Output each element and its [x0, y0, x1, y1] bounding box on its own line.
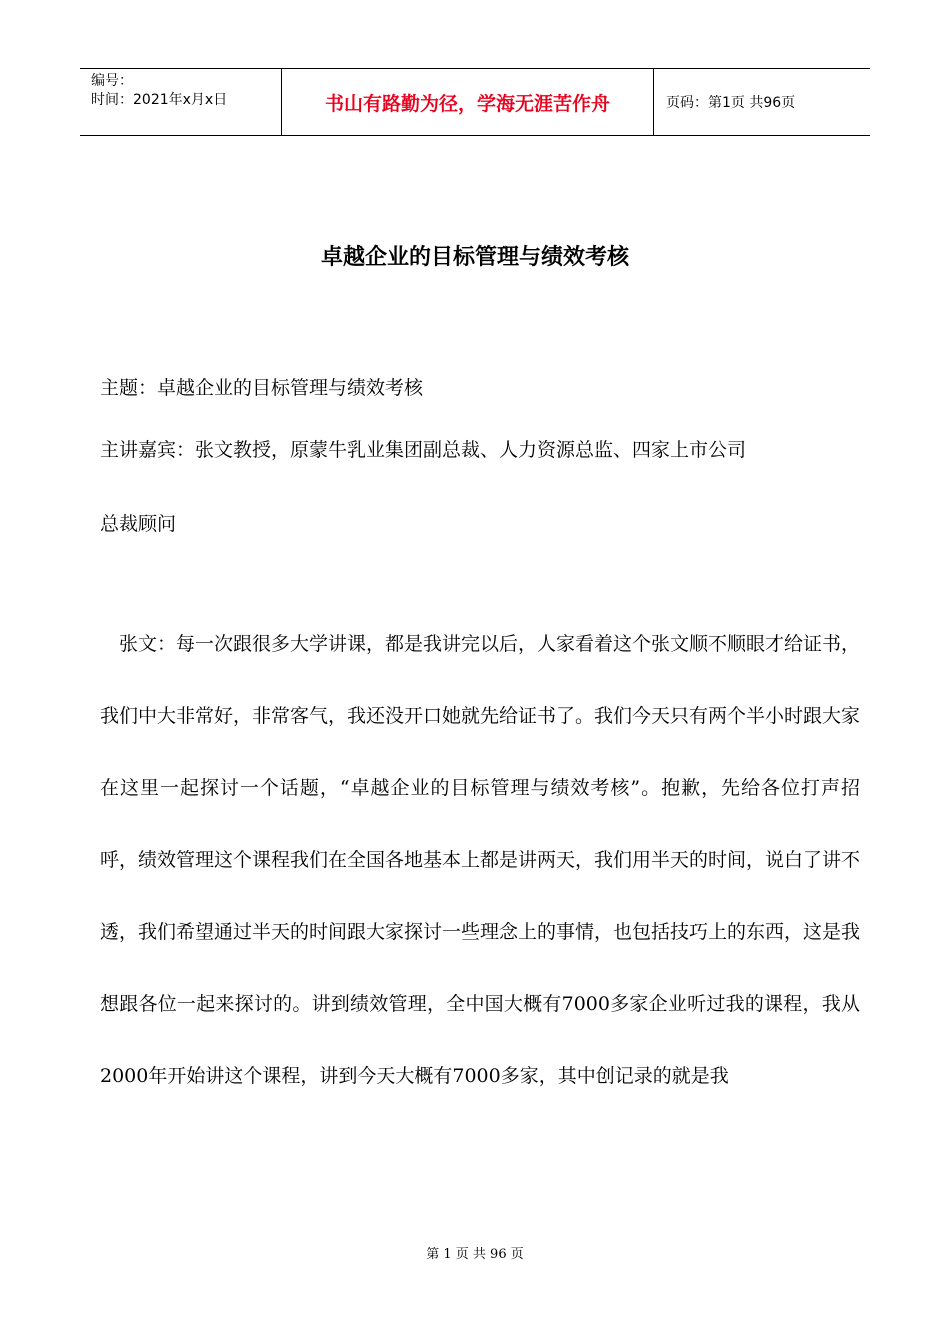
page-footer: 第 1 页 共 96 页 — [426, 1247, 524, 1262]
speaker-line: 主讲嘉宾：张文教授，原蒙牛乳业集团副总裁、人力资源总监、四家上市公司 — [100, 439, 747, 461]
header-page-label: 页码：第1页 共96页 — [666, 95, 796, 111]
header-motto: 书山有路勤为径，学海无涯苦作舟 — [324, 92, 610, 115]
header-motto-cell — [282, 69, 654, 135]
speaker-line-continued: 总裁顾问 — [100, 513, 177, 535]
body-paragraph: 张文：每一次跟很多大学讲课，都是我讲完以后，人家看着这个张文顺不顺眼才给证书，我们中大非常好，非常客气，我还没开口她就先给证书了。我们今天只有两个半小时跟大家在这里一起探讨一个话题，“卓越企业的目标管理与绩效考核”。抱歉，先给各位打声招呼，绩效管理这个课程我们在全国各地基本上都是讲两天，我们用半天的时间，说白了讲不透，我们希望通过半天的时间跟大家探讨一些理念上的事情，也包括技巧上的东西，这是我想跟各位一起来探讨的。讲到绩效管理，全中国大概有7000多家企业听过我的课程，我从2000年开始讲这个课程，讲到今天大概有7000多家，其中创记录的就是我 — [100, 633, 861, 1087]
subject-line: 主题：卓越企业的目标管理与绩效考核 — [100, 377, 424, 399]
document-title: 卓越企业的目标管理与绩效考核 — [320, 245, 629, 270]
document-date-label: 时间：2021年x月x日 — [91, 92, 228, 108]
header-page-cell — [654, 69, 870, 135]
header-meta-cell — [80, 69, 282, 135]
document-number-label: 编号： — [91, 73, 133, 89]
header-table — [80, 68, 870, 136]
